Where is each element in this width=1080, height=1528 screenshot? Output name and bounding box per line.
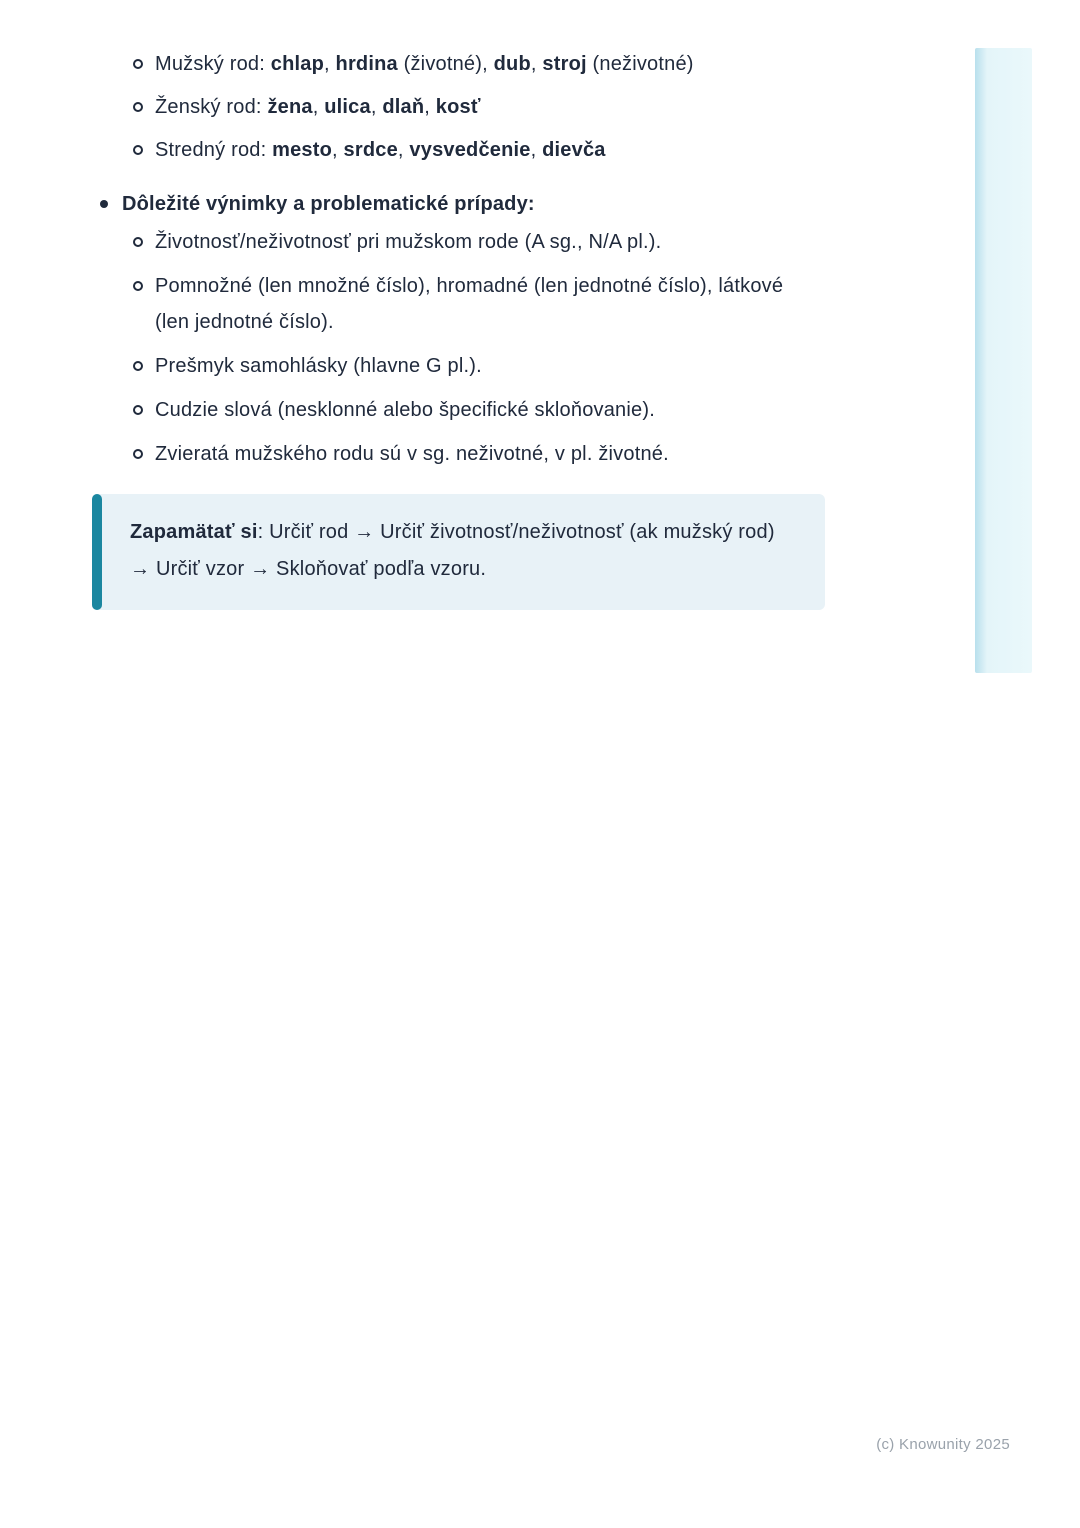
circle-bullet-icon xyxy=(133,405,143,415)
circle-bullet-icon xyxy=(133,449,143,459)
list-item-text: Prešmyk samohlásky (hlavne G pl.). xyxy=(155,355,482,377)
list-item-text xyxy=(155,89,481,125)
list-item-text: Životnosť/neživotnosť pri mužskom rode (A sg., N/A pl.). xyxy=(155,231,662,253)
bold-term: ulica xyxy=(324,96,371,118)
list-item-text xyxy=(155,46,694,82)
callout-body: : Určiť rod → Určiť životnosť/neživotnosť (ak mužský rod) → Určiť vzor → Skloňovať podľa vzoru. xyxy=(130,521,775,580)
text-segment: (neživotné) xyxy=(586,53,694,75)
list-item-text: Cudzie slová (nesklonné alebo špecifické skloňovanie). xyxy=(155,399,655,421)
text-segment: , xyxy=(332,139,344,161)
callout-box xyxy=(92,494,825,610)
exceptions-list xyxy=(92,224,860,472)
exceptions-heading-row xyxy=(92,186,860,222)
text-segment: , xyxy=(397,139,410,161)
list-item-text xyxy=(155,132,606,168)
circle-bullet-icon xyxy=(133,281,143,291)
circle-bullet-icon xyxy=(133,361,143,371)
disc-bullet-icon xyxy=(100,200,108,208)
text-segment: , xyxy=(530,139,543,161)
bold-term: dub xyxy=(493,53,531,75)
callout-accent-bar xyxy=(92,494,102,610)
bold-term: mesto xyxy=(272,139,333,161)
bold-term: stroj xyxy=(542,53,587,75)
list-item xyxy=(133,392,860,428)
bold-term: srdce xyxy=(343,139,398,161)
bold-term: chlap xyxy=(270,53,325,75)
bold-term: hrdina xyxy=(335,53,398,75)
list-item-neuter xyxy=(133,132,860,168)
list-item-feminine xyxy=(133,89,860,125)
circle-bullet-icon xyxy=(133,59,143,69)
list-item xyxy=(133,268,860,340)
text-segment: Ženský rod: xyxy=(155,96,268,118)
list-item xyxy=(133,436,860,472)
bold-term: dievča xyxy=(542,139,606,161)
bold-term: vysvedčenie xyxy=(409,139,531,161)
list-item-masculine xyxy=(133,46,860,82)
bold-term: dlaň xyxy=(382,96,425,118)
text-segment: Mužský rod: xyxy=(155,53,271,75)
bold-term: kosť xyxy=(435,96,481,118)
text-segment: , xyxy=(312,96,325,118)
list-item xyxy=(133,224,860,260)
section-heading: Dôležité výnimky a problematické prípady: xyxy=(122,193,535,215)
callout-text xyxy=(130,514,795,588)
callout-label: Zapamätať si xyxy=(130,521,258,543)
text-segment: , xyxy=(530,53,543,75)
text-segment: , xyxy=(370,96,383,118)
copyright-text: (c) Knowunity 2025 xyxy=(876,1436,1010,1453)
gender-list xyxy=(92,46,860,168)
circle-bullet-icon xyxy=(133,237,143,247)
page-margin-highlight xyxy=(975,48,1032,673)
list-item xyxy=(133,348,860,384)
circle-bullet-icon xyxy=(133,102,143,112)
notes-content xyxy=(0,0,860,610)
text-segment: , xyxy=(424,96,436,118)
text-segment: Stredný rod: xyxy=(155,139,273,161)
text-segment: , xyxy=(324,53,336,75)
bold-term: žena xyxy=(267,96,313,118)
list-item-text: Pomnožné (len množné číslo), hromadné (len jednotné číslo), látkové (len jednotné číslo). xyxy=(155,275,784,333)
circle-bullet-icon xyxy=(133,145,143,155)
text-segment: (životné), xyxy=(397,53,494,75)
list-item-text: Zvieratá mužského rodu sú v sg. neživotné, v pl. životné. xyxy=(155,443,669,465)
